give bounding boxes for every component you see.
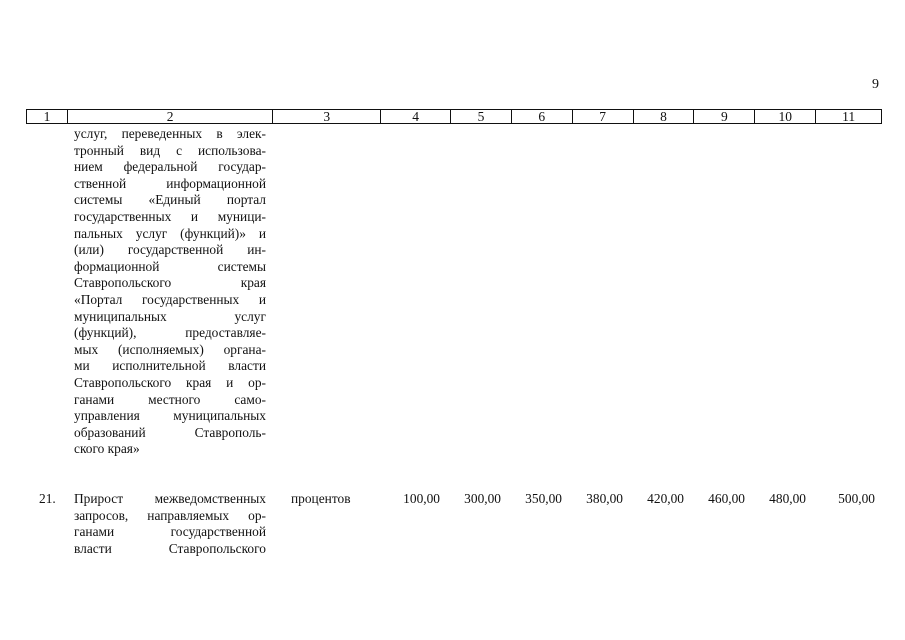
desc-line: (или) государственной ин- <box>74 242 266 258</box>
row-21-value-8: 420,00 <box>647 491 684 506</box>
row-21-value-10: 480,00 <box>769 491 806 506</box>
row-21-value-4: 100,00 <box>403 491 440 506</box>
desc-line: ственной информационной <box>74 175 266 191</box>
page-number: 9 <box>872 77 879 92</box>
desc-line: пальных услуг (функций)» и <box>74 225 266 241</box>
desc-line: ганами государственной <box>74 524 266 540</box>
desc-line: Ставропольского края и ор- <box>74 374 266 390</box>
continuation-description <box>74 126 266 458</box>
header-cell-4: 4 <box>380 110 450 123</box>
row-21-unit: процентов <box>291 491 351 506</box>
row-21-number: 21. <box>39 491 56 506</box>
desc-line: ского края» <box>74 441 140 457</box>
desc-line: формационной системы <box>74 258 266 274</box>
header-cell-2: 2 <box>67 110 273 123</box>
header-cell-5: 5 <box>450 110 511 123</box>
desc-line: услуг, переведенных в элек- <box>74 126 266 141</box>
table-header-row <box>26 109 882 124</box>
header-cell-9: 9 <box>693 110 754 123</box>
desc-line: образований Ставрополь- <box>74 424 266 440</box>
row-21-value-5: 300,00 <box>464 491 501 506</box>
row-21-value-6: 350,00 <box>525 491 562 506</box>
row-21-value-9: 460,00 <box>708 491 745 506</box>
desc-line: запросов, направляемых ор- <box>74 507 266 523</box>
desc-line: управления муниципальных <box>74 408 266 424</box>
desc-line: мых (исполняемых) органа- <box>74 341 266 357</box>
header-cell-7: 7 <box>572 110 633 123</box>
desc-line: муниципальных услуг <box>74 308 266 324</box>
desc-line: ганами местного само- <box>74 391 266 407</box>
desc-line: системы «Единый портал <box>74 192 266 208</box>
header-cell-11: 11 <box>815 110 881 123</box>
desc-line: Ставропольского края <box>74 275 266 291</box>
desc-line: ми исполнительной власти <box>74 358 266 374</box>
row-21-value-11: 500,00 <box>838 491 875 506</box>
desc-line: Прирост межведомственных <box>74 491 266 506</box>
header-cell-10: 10 <box>754 110 815 123</box>
desc-line: нием федеральной государ- <box>74 159 266 175</box>
header-cell-3: 3 <box>272 110 380 123</box>
desc-line: «Портал государственных и <box>74 291 266 307</box>
desc-line: власти Ставропольского <box>74 540 266 556</box>
desc-line: государственных и муници- <box>74 208 266 224</box>
row-21-value-7: 380,00 <box>586 491 623 506</box>
row-21-description <box>74 491 266 557</box>
header-cell-8: 8 <box>633 110 694 123</box>
desc-line: (функций), предоставляе- <box>74 325 266 341</box>
header-cell-1: 1 <box>43 109 51 124</box>
header-cell-6: 6 <box>511 110 572 123</box>
desc-line: тронный вид с использова- <box>74 142 266 158</box>
